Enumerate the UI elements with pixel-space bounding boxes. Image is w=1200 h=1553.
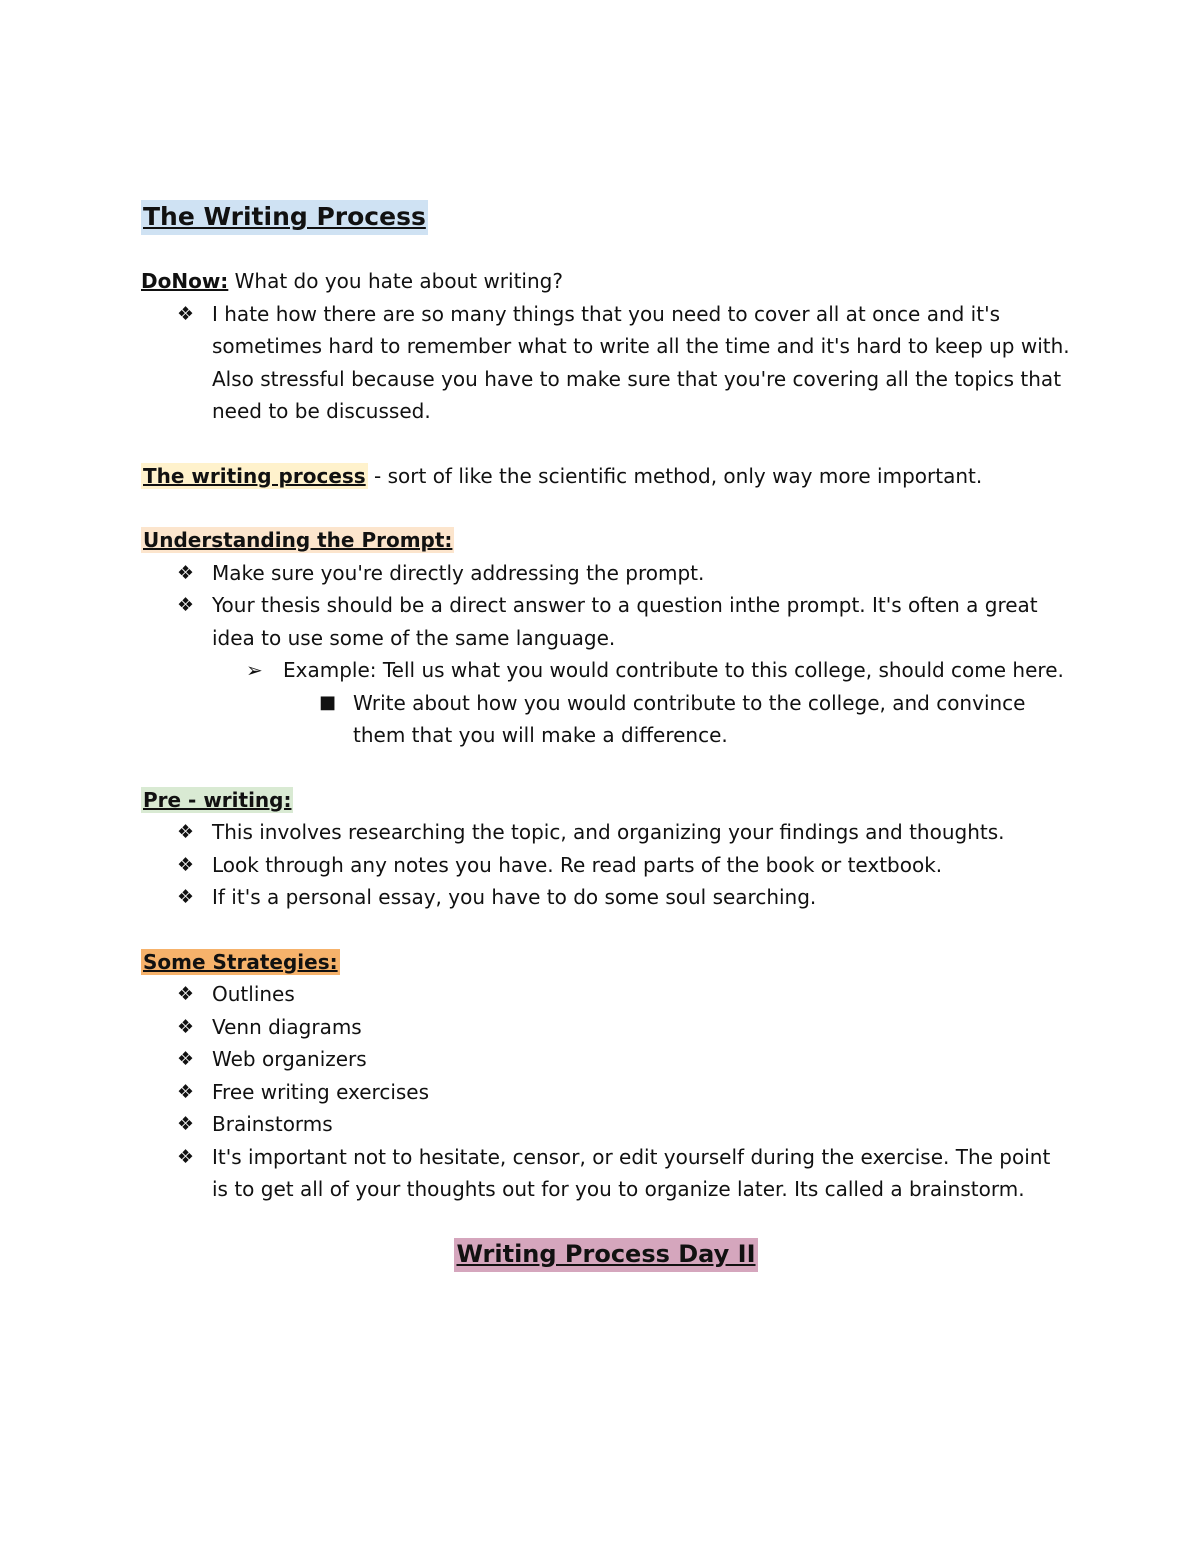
four-diamond-bullet-icon: ❖: [177, 1015, 195, 1038]
writing-process-text: - sort of like the scientific method, only way more important.: [367, 463, 983, 488]
four-diamond-bullet-icon: ❖: [177, 1113, 195, 1135]
prewriting-list: [141, 816, 1071, 914]
list-item: [141, 557, 1071, 590]
list-item: [141, 1011, 1071, 1044]
list-item: [141, 978, 1071, 1011]
writing-process-section: [141, 460, 1071, 493]
list-item: [141, 816, 1071, 849]
list-item-text: Venn diagrams: [212, 1014, 362, 1039]
list-item: [141, 1076, 1071, 1109]
square-bullet-icon: ■: [319, 691, 337, 713]
four-diamond-bullet-icon: ❖: [177, 983, 195, 1005]
four-diamond-bullet-icon: ❖: [177, 886, 195, 908]
day2-title: Writing Process Day II: [454, 1238, 757, 1272]
list-item-text: If it's a personal essay, you have to do some soul searching.: [212, 885, 817, 909]
list-item-text: It's important not to hesitate, censor, or edit yourself during the exercise. The point is to get all of your thoughts out for you to organize later. Its called a brainstorm.: [212, 1144, 1051, 1201]
donow-section: [141, 265, 1071, 428]
document-body: [141, 200, 1071, 1272]
understanding-list: [141, 557, 1071, 752]
list-item: [141, 881, 1071, 914]
list-item: [141, 1141, 1071, 1206]
strategies-section: [141, 946, 1071, 1206]
four-diamond-bullet-icon: ❖: [177, 853, 195, 876]
example-sub-text: Write about how you would contribute to the college, and convince them that you will make a difference.: [353, 690, 1026, 747]
list-item-text: This involves researching the topic, and organizing your findings and thoughts.: [212, 820, 1005, 844]
list-item-text: Free writing exercises: [212, 1079, 430, 1104]
list-item-text: Brainstorms: [212, 1112, 333, 1136]
list-item: [141, 654, 1071, 687]
prewriting-label: Pre - writing:: [143, 787, 292, 812]
list-item-text: Web organizers: [212, 1047, 367, 1071]
four-diamond-bullet-icon: ❖: [177, 594, 195, 616]
strategies-list: [141, 978, 1071, 1206]
list-item: [141, 849, 1071, 882]
list-item: [141, 298, 1071, 428]
strategies-label: Some Strategies:: [143, 949, 338, 974]
prewriting-section: [141, 784, 1071, 914]
list-item: [141, 1043, 1071, 1076]
four-diamond-bullet-icon: ❖: [177, 1145, 195, 1168]
day2-heading-row: [141, 1238, 1071, 1272]
list-item: [141, 1108, 1071, 1141]
list-item-text: Look through any notes you have. Re read parts of the book or textbook.: [212, 852, 943, 877]
four-diamond-bullet-icon: ❖: [177, 1048, 195, 1070]
donow-answer-text: I hate how there are so many things that you need to cover all at once and it's sometimes hard to remember what to write all the time and it's hard to keep up with. Also stressful because you have to make sure that you're covering all the topics that need to be discussed.: [212, 301, 1070, 423]
four-diamond-bullet-icon: ❖: [177, 821, 195, 843]
list-item-text: Outlines: [212, 982, 295, 1006]
example-text: Example: Tell us what you would contribute to this college, should come here.: [283, 658, 1064, 682]
list-item-text: Your thesis should be a direct answer to a question inthe prompt. It's often a great idea to use some of the same language.: [212, 593, 1038, 650]
list-item: [141, 687, 1071, 752]
list-item-text: Make sure you're directly addressing the prompt.: [212, 560, 705, 585]
understanding-section: [141, 524, 1071, 752]
donow-question: What do you hate about writing?: [228, 269, 563, 293]
writing-process-label: The writing process: [143, 463, 366, 488]
arrowhead-bullet-icon: ➢: [246, 658, 263, 682]
understanding-label: Understanding the Prompt:: [143, 528, 453, 552]
four-diamond-bullet-icon: ❖: [177, 561, 195, 584]
four-diamond-bullet-icon: ❖: [177, 1080, 195, 1103]
list-item: [141, 589, 1071, 654]
donow-answers: [141, 298, 1071, 428]
four-diamond-bullet-icon: ❖: [177, 302, 195, 325]
donow-label: DoNow:: [141, 269, 229, 293]
donow-line: [141, 265, 1071, 298]
page-title: The Writing Process: [141, 200, 428, 235]
